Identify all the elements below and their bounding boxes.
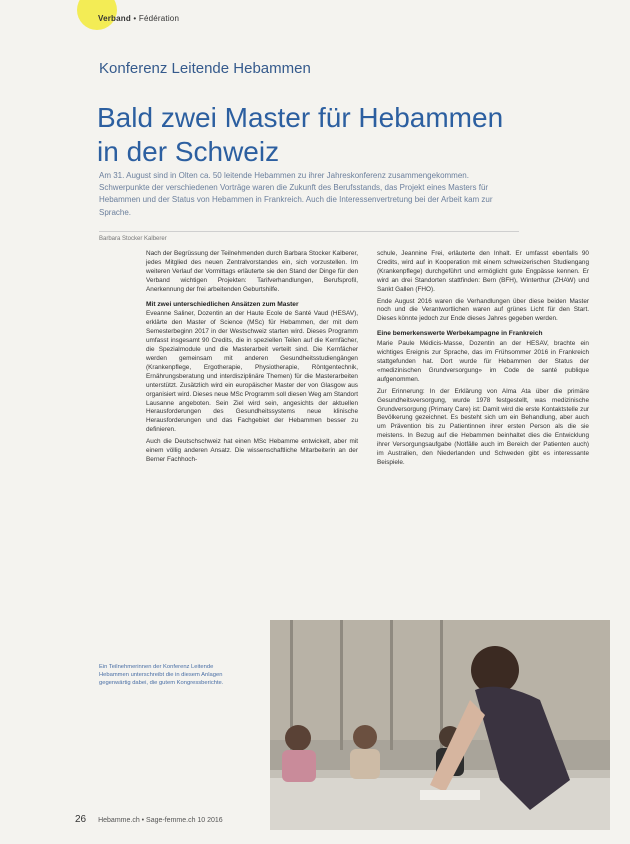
publication-name: Hebamme.ch • Sage-femme.ch 10 2016 bbox=[98, 817, 223, 824]
photo-caption: Ein Teilnehmerinnen der Konferenz Leitende Hebammen unterschreibt die in diesem Anlagen gegenwärtig dabei, die gutem Kongressberichte. bbox=[99, 664, 224, 686]
subheading: Eine bemerkenswerte Werbekampagne in Frankreich bbox=[377, 330, 543, 338]
article-lead: Am 31. August sind in Olten ca. 50 leitende Hebammen zu ihrer Jahreskonferenz zusammengekommen. Schwerpunkte der verschiedenen Vorträge waren die Zukunft des Berufsstands, das Projekt eines Masters für Hebammen und der Status von Hebammen in Frankreich. Auch die Interessenvertretung bei der Arbeit kam zur Sprache. bbox=[99, 171, 493, 217]
page-number: 26 bbox=[75, 814, 87, 825]
paragraph: Ende August 2016 waren die Verhandlungen über diese beiden Master noch und die Verantwortlichen waren auf grünes Licht für den Start. Dieses könnte jedoch zur Ende dieses Jahres gegeben werden. bbox=[377, 297, 589, 323]
subheading: Mit zwei unterschiedlichen Ansätzen zum Master bbox=[146, 300, 299, 308]
section-separator: • bbox=[133, 14, 137, 23]
conference-photo bbox=[270, 620, 610, 830]
paragraph: schule, Jeannine Frei, erläuterte den Inhalt. Er umfasst ebenfalls 90 Credits, wird auf in Kooperation mit einem schweizerischen Studiengang (Krankenpflege) durchgeführt und ermöglicht gute Engpässe kennen. Er wird an drei Standorten stattfinden: Bern (BFH), Winterthur (ZHAW) und Sankt Gallen (FHO). bbox=[377, 250, 589, 293]
photo-illustration bbox=[270, 620, 610, 830]
article-title: Bald zwei Master für Hebammen in der Schweiz bbox=[97, 101, 504, 167]
article-byline: Barbara Stocker Kalberer bbox=[99, 236, 167, 242]
section-label: Verband bbox=[98, 14, 131, 23]
paragraph: Nach der Begrüssung der Teilnehmenden durch Barbara Stocker Kalberer, jedes Mitglied des neuen Zentralvorstandes ein, sich vorzustellen. Im weiteren Verlauf der Vormittags erläuterte sie den Stand der Dinge für den Verband wichtigen Projekten: Tarifverhandlungen, Berufsprofil, Anerkennung der frei arbeitenden Geburtshilfe. bbox=[146, 250, 358, 293]
paragraph: Marie Paule Médicis-Masse, Dozentin an der HESAV, brachte ein wichtiges Ereignis zur Sprache, das im Frühsommer 2016 in Frankreich stattgefunden hat. Dort wurde für Hebammen der Status der «medizinischen Grundversorgung» im Code de santé publique aufgenommen. bbox=[377, 340, 589, 383]
paragraph: Eveanne Saliner, Dozentin an der Haute Ecole de Santé Vaud (HESAV), erklärte den Master of Science (MSc) für Hebammen, der mit dem Semesterbeginn 2017 in der Westschweiz starten wird. Dieses Programm umfasst insgesamt 90 Credits, die in speziellen Teilen auf die Kernfächer, die Spezialmodule und die Masterarbeit verteilt sind. Die Kernfächer werden gemeinsam mit anderen Gesundheitsstudiengängen (Krankenpflege, Ergotherapie, Physiotherapie, Röntgentechnik, Ernährungsberatung und interdisziplinäre Themen) für die Masterarbeiten unterstützt. Zusätzlich wird ein europäischer Master der von Glasgow aus organisiert wird. Dieses neue MSc Programm soll diesen Weg am Standort Lausanne angeboten. Sein Ziel wird sein, angesichts der aktuellen Herausforderungen des Gesundheitssystems neue klinische Herausforderungen und das Fachgebiet der Hebammen besser zu definieren. bbox=[146, 310, 358, 434]
paragraph: Zur Erinnerung: In der Erklärung von Alma Ata über die primäre Gesundheitsversorgung, wurde 1978 festgestellt, was medizinische Grundversorgung (Primary Care) ist: Damit wird die erste Kontaktstelle zur Bevölkerung gezeichnet. Es besteht sich um ein Behandlung, aber auch um Prävention bis zu Patientinnen ihrer ersten Person als die sie meistens. In Bezug auf die Hebammen beinhaltet dies die Entwicklung ihrer Versorgungsaufgabe (Notfälle auch im Bereich der Patienten auch) im Australien, den Niederlanden und Schweden gibt es interessante Beispiele. bbox=[377, 387, 589, 466]
article-kicker: Konferenz Leitende Hebammen bbox=[99, 60, 311, 77]
divider bbox=[99, 231, 519, 232]
paragraph: Auch die Deutschschweiz hat einen MSc Hebamme entwickelt, aber mit einem völlig anderen Ansatz. Die wissenschaftliche Mitarbeiterin an der Berner Fachhoch- bbox=[146, 438, 358, 463]
subsection-label: Fédération bbox=[138, 14, 180, 23]
page-footer bbox=[75, 814, 223, 825]
article-column-right bbox=[377, 250, 589, 471]
section-tag bbox=[98, 14, 179, 23]
article-column-left bbox=[146, 250, 358, 468]
